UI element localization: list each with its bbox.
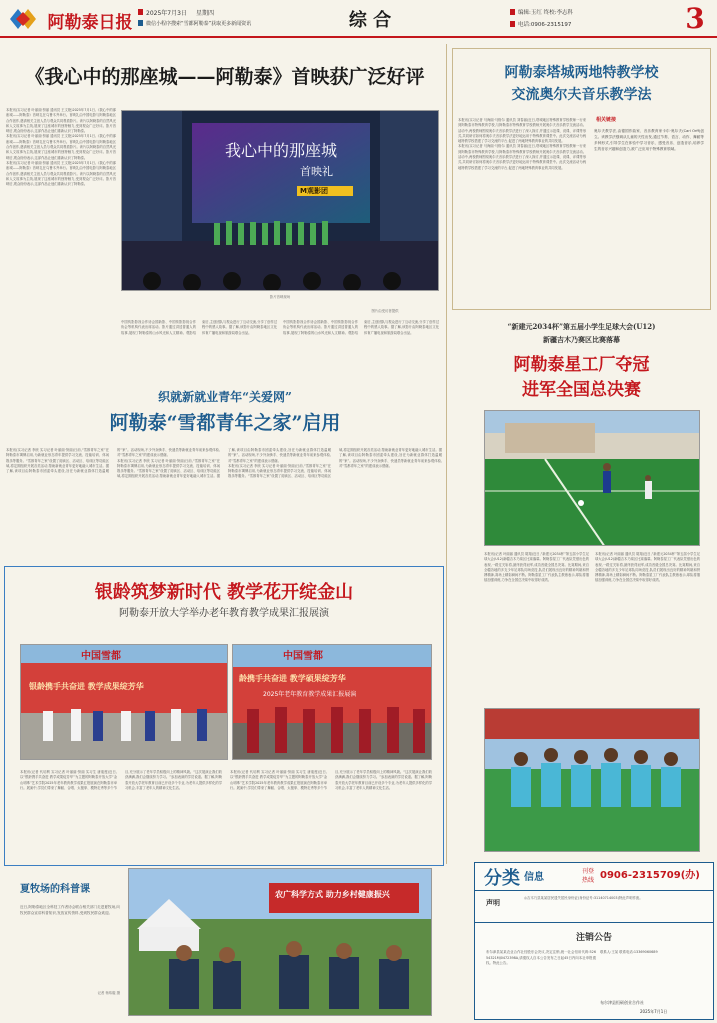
football-team-photo: [484, 708, 700, 852]
elderly-subheadline: 阿勒泰开放大学举办老年教育教学成果汇报展演: [119, 608, 329, 619]
classifieds-title: 分类: [484, 868, 520, 889]
date: 2025年7月3日: [146, 10, 187, 17]
page-number: 3: [685, 2, 705, 35]
notice-contact: 联系人:王某 联系电话:13369060689: [600, 950, 658, 954]
elderly-banner-2-year: 2025年老年教育教学成果汇报展演: [263, 691, 357, 698]
hotline-number: 0906-2315709(办): [600, 870, 700, 881]
music-link-box: [592, 116, 705, 306]
classifieds-rule-2: [474, 922, 714, 923]
film-photo-credit: 图片由受访者提供: [371, 309, 399, 313]
football-headline-1: 阿勒泰星工厂夺冠: [513, 355, 650, 375]
film-photo-caption: 影片首映现场: [269, 295, 291, 299]
film-headline: 《我心中的那座城——阿勒泰》首映获广泛好评: [25, 66, 425, 88]
phone-icon: [510, 21, 515, 27]
notice-body: 布尔津县某某农业合作社经股东会决议,决定注销,统一社会信用代码:52654321MJ0472398A,请债权人自本公告发布之日起45日内向本社申报债权。特此公告。: [486, 950, 596, 965]
music-body: 本报讯(实习记者 马海丽·马格尔 通讯员 刘春丽)近日,塔城地区特殊教育学校教师一行来到阿勒泰市特殊教育学校,与阿勒泰市特殊教育学校教师开展奥尔夫音乐教学交流活动。活动中,两校教师围绕奥尔夫音乐教学法进行了深入探讨,并通过示范课、说课、评课等形式,共同研讨如何将奥尔夫音乐教学法更好地运用于特殊教育课堂中。此次交流活动为两地特教学校搭建了学习交流的平台,促进了两地特殊教育事业的共同发展。 本报讯(实习记者 马海丽·马格尔 通讯员 刘春丽)近日,塔城地区特殊教育学校教师一行来到阿勒泰市特殊教育学校,与阿勒泰市特殊教育学校教师开展奥尔夫音乐教学交流活动。活动中,两校教师围绕奥尔夫音乐教学法进行了深入探讨,并通过示范课、说课、评课等形式,共同研讨如何将奥尔夫音乐教学法更好地运用于特殊教育课堂中。此次交流活动为两地特教学校搭建了学习交流的平台,促进了两地特殊教育事业的共同发展。: [458, 118, 586, 170]
music-headline-1: 阿勒泰塔城两地特教学校: [504, 65, 659, 81]
wechat-icon: [138, 20, 143, 26]
science-body: 近日,阿勒泰地区全科技工作者协会联合相关部门走进夏牧场,向牧民群众宣讲科普知识,发放宣传资料,受到牧民群众欢迎。: [20, 905, 120, 915]
hotline-label-2: 热线: [582, 877, 595, 884]
youth-headline: 阿勒泰“雪都青年之家”启用: [109, 412, 341, 434]
elderly-body: 本报讯(记者 代培利 实习记者 叶丽丽·努丽 实习生 唐羞莲)近日,以“银龄携手共奋进 教学成果绽芳华”为主题的阿勒泰开放大学“金山明珠”艺术学院2025年老年教育教学成果汇报展演在阿勒泰市举行。展演中,学员们带来了舞蹈、合唱、太极拳、模特走秀等多个节目,充分展示了老年学员积极向上的精神风貌。“这次展演让我们收获满满,我们会继续努力学习。”参加表演的学员说道。据了解,阿勒泰开放大学老年教育目前已开设多个专业,为老年人提供多样化的学习机会,丰富了老年人的精神文化生活。 本报讯(记者 代培利 实习记者 叶丽丽·努丽 实习生 唐羞莲)近日,以“银龄携手共奋进 教学成果绽芳华”为主题的阿勒泰开放大学“金山明珠”艺术学院2025年老年教育教学成果汇报展演在阿勒泰市举行。展演中,学员们带来了舞蹈、合唱、太极拳、模特走秀等多个节目,充分展示了老年学员积极向上的精神风貌。“这次展演让我们收获满满,我们会继续努力学习。”参加表演的学员说道。据了解,阿勒泰开放大学老年教育目前已开设多个专业,为老年人提供多样化的学习机会,丰富了老年人的精神文化生活。: [20, 770, 432, 790]
elderly-banner-2: 中国雪都: [283, 651, 323, 662]
youth-kicker: 织就新就业青年“关爱网”: [158, 390, 292, 404]
science-credit: 记者 杨玮璇 摄: [97, 991, 120, 995]
elderly-banner-1-sub: 银龄携手共奋进 教学成果绽芳华: [29, 682, 144, 691]
weekday: 星期四: [196, 10, 215, 17]
football-kicker-2: 新疆吉木乃赛区比赛落幕: [543, 335, 620, 344]
elderly-banner-2-sub: 龄携手共奋进 教学硕果绽芳华: [239, 674, 346, 683]
editor-phone: 电话:0906-2315197: [518, 22, 572, 28]
film-body-bottom: 中国传影影视合作协会国新影、中国传影影视合作协会等机构代表出席活动。影片通过讲述普通人的故事,展现了阿勒泰的山水风光和人文精神。观影结束后,主创团队与观众进行了互动交流,分享了创作过程中的感人故事。据了解,该影片由阿勒泰地区文化体育广播电视和旅游局联合出品。 中国传影影视合作协会国新影、中国传影影视合作协会等机构代表出席活动。影片通过讲述普通人的故事,展现了阿勒泰的山水风光和人文精神。观影结束后,主创团队与观众进行了互动交流,分享了创作过程中的感人故事。据了解,该影片由阿勒泰地区文化体育广播电视和旅游局联合出品。: [121, 320, 439, 335]
music-link-title: 相关链接: [596, 117, 617, 123]
svg-text:我心中的那座城: 我心中的那座城: [224, 141, 338, 160]
classifieds-title-sub: 信息: [524, 872, 544, 883]
elderly-taichi-photo: [20, 644, 228, 760]
science-pasture-photo: [128, 868, 432, 1016]
editor-credit: 编辑:玉红 终校:李志科: [518, 10, 573, 16]
elderly-banner-1: 中国雪都: [81, 651, 121, 662]
hotline-label-1: 刊登: [582, 868, 595, 875]
elderly-dance-photo: [232, 644, 432, 760]
science-banner: 农广科学方式 助力乡村健康振兴: [275, 890, 390, 899]
football-match-photo: [484, 410, 700, 546]
music-link-body: 奥尔夫教学法,由德国作曲家、音乐教育家卡尔·奥尔夫(Carl Orff)创立。该教学法强调从儿童的天性出发,通过节奏、语言、动作、舞蹈等多种形式,引导学生在体验中学习音乐、感受音乐、创造音乐,培养学生的音乐兴趣和创造力,被广泛应用于特殊教育领域。: [594, 129, 704, 151]
statement-label: 声明: [486, 899, 500, 907]
film-premiere-photo: [121, 110, 439, 291]
masthead-rule: [0, 36, 717, 38]
wechat-note: 微信小程序搜索“雪都阿勒泰”获取更多新闻资讯: [146, 21, 252, 27]
notice-signature: 布尔津县恒硕创业合作社: [600, 1000, 644, 1005]
youth-body: 本报讯(实习记者 李欣 实习记者 叶丽丽·努丽)日前,“雪都青年之家”在阿勒泰市揭牌启用,为新就业形态青年提供学习交流、技能培训、休闲娱乐等服务。“雪都青年之家”设置了阅读区、活动区、培训区等功能区域,将定期组织开展各类活动,帮助新就业青年更好地融入城市生活。据了解,该项目由阿勒泰市团委牵头建设,旨在为新就业群体打造温暖的“家”。活动现场,不少外卖骑手、快递员等新就业青年前来参观体验,对“雪都青年之家”的建成表示感谢。 本报讯(实习记者 李欣 实习记者 叶丽丽·努丽)日前,“雪都青年之家”在阿勒泰市揭牌启用,为新就业形态青年提供学习交流、技能培训、休闲娱乐等服务。“雪都青年之家”设置了阅读区、活动区、培训区等功能区域,将定期组织开展各类活动,帮助新就业青年更好地融入城市生活。据了解,该项目由阿勒泰市团委牵头建设,旨在为新就业群体打造温暖的“家”。活动现场,不少外卖骑手、快递员等新就业青年前来参观体验,对“雪都青年之家”的建成表示感谢。 本报讯(实习记者 李欣 实习记者 叶丽丽·努丽)日前,“雪都青年之家”在阿勒泰市揭牌启用,为新就业形态青年提供学习交流、技能培训、休闲娱乐等服务。“雪都青年之家”设置了阅读区、活动区、培训区等功能区域,将定期组织开展各类活动,帮助新就业青年更好地融入城市生活。据了解,该项目由阿勒泰市团委牵头建设,旨在为新就业群体打造温暖的“家”。活动现场,不少外卖骑手、快递员等新就业青年前来参观体验,对“雪都青年之家”的建成表示感谢。: [6, 448, 442, 479]
film-screen-text: 首映礼: [300, 165, 333, 178]
notice-title: 注销公告: [575, 933, 612, 943]
section-title: 综 合: [348, 10, 392, 31]
column-divider: [446, 44, 447, 864]
masthead-title: 阿勒泰日报: [47, 13, 133, 33]
notice-date: 2025年7月1日: [640, 1009, 668, 1014]
football-headline-2: 进军全国总决赛: [522, 380, 641, 400]
football-body: 本报讯(记者 叶丽丽 通讯员 胡翔)近日,“新建元2034杯”第五届小学生足球大会(U12)新疆吉木乃赛区比赛落幕。阿勒泰星工厂代表队凭借出色的表现,一路过关斩将,最终获得冠军,成功晋级全国总决赛。比赛期间,来自全疆各地的多支少年足球队同场竞技,队员们展现出良好的精神风貌和拼搏精神,赛场上精彩瞬间不断。阿勒泰星工厂代表队主教练表示,球队将继续加强训练,力争在全国总决赛中取得好成绩。 本报讯(记者 叶丽丽 通讯员 胡翔)近日,“新建元2034杯”第五届小学生足球大会(U12)新疆吉木乃赛区比赛落幕。阿勒泰星工厂代表队凭借出色的表现,一路过关斩将,最终获得冠军,成功晋级全国总决赛。比赛期间,来自全疆各地的多支少年足球队同场竞技,队员们展现出良好的精神风貌和拼搏精神,赛场上精彩瞬间不断。阿勒泰星工厂代表队主教练表示,球队将继续加强训练,力争在全国总决赛中取得好成绩。: [484, 552, 700, 583]
music-headline-2: 交流奥尔夫音乐教学法: [511, 87, 652, 103]
football-kicker-1: “新建元2034杯”第五届小学生足球大会(U12): [507, 322, 656, 331]
science-headline: 夏牧场的科普课: [20, 884, 90, 895]
statement-text: ◎吉木乃县某某居民遗失居民身份证(身份证号:31140714003)特此声明作废。: [524, 896, 643, 900]
film-body-left: 本报讯(实习记者 叶丽丽·努丽 通讯员 王文艳)2025年7月1日,《我心中的那座城——阿勒泰》首映礼在乌鲁木齐举行。首映礼由中国电影与阿勒泰地区合作创作,邀请相关主创人员与观众共同观看影片。该片以阿勒泰的自然风光和人文故事为主线,展现了这座城市的独特魅力,受到观众广泛好评。影片首映后,观众纷纷表示,这部作品让他们重新认识了阿勒泰。 本报讯(实习记者 叶丽丽·努丽 通讯员 王文艳)2025年7月1日,《我心中的那座城——阿勒泰》首映礼在乌鲁木齐举行。首映礼由中国电影与阿勒泰地区合作创作,邀请相关主创人员与观众共同观看影片。该片以阿勒泰的自然风光和人文故事为主线,展现了这座城市的独特魅力,受到观众广泛好评。影片首映后,观众纷纷表示,这部作品让他们重新认识了阿勒泰。 本报讯(实习记者 叶丽丽·努丽 通讯员 王文艳)2025年7月1日,《我心中的那座城——阿勒泰》首映礼在乌鲁木齐举行。首映礼由中国电影与阿勒泰地区合作创作,邀请相关主创人员与观众共同观看影片。该片以阿勒泰的自然风光和人文故事为主线,展现了这座城市的独特魅力,受到观众广泛好评。影片首映后,观众纷纷表示,这部作品让他们重新认识了阿勒泰。: [6, 108, 116, 187]
elderly-headline: 银龄筑梦新时代 教学花开绽金山: [94, 582, 354, 603]
film-cinema-logo: M观影团: [300, 187, 328, 195]
edit-icon: [510, 9, 515, 15]
logo: [6, 6, 40, 32]
flag-icon: [138, 9, 143, 15]
classifieds-rule: [474, 890, 714, 891]
